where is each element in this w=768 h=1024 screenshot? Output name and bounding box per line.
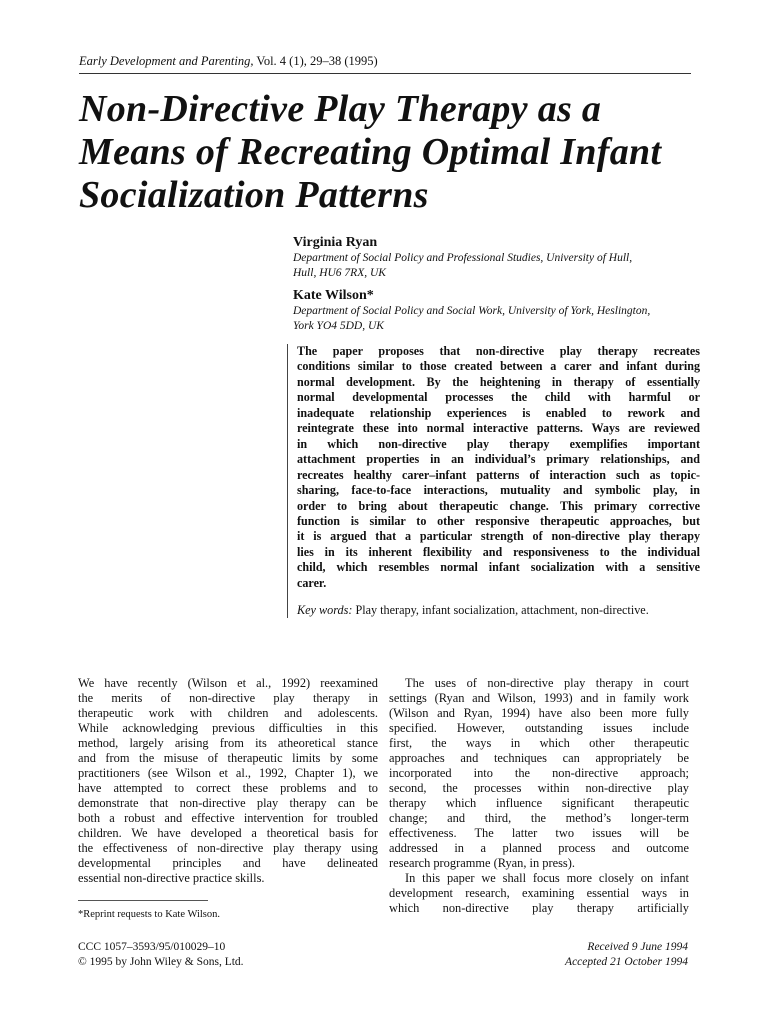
title-line: Socialization Patterns [79, 174, 429, 216]
copyright-block [78, 940, 244, 970]
received-dates [565, 940, 688, 970]
footnote-divider [78, 900, 208, 901]
body-line: specified. However, outstanding issues include [389, 721, 689, 735]
abstract-line: normal developmental processes the child with harmful or [297, 390, 700, 405]
body-line: essential non-directive practice skills. [78, 871, 265, 885]
abstract-line: it is argued that a particular strength of non-directive play therapy [297, 529, 700, 544]
accepted-date: Accepted 21 October 1994 [565, 956, 688, 968]
body-line: developmental principles and have delineated [78, 856, 378, 870]
journal-citation [79, 53, 691, 74]
author-block [293, 234, 698, 334]
body-line: The uses of non-directive play therapy in court [405, 676, 689, 690]
body-line: therapeutic work with children and adolescents. [78, 706, 378, 720]
abstract-line: function is similar to other responsive therapeutic approaches, but [297, 513, 700, 528]
body-line: (Wilson and Ryan, 1994) have also been more fully [389, 706, 689, 720]
body-line: effectiveness. The latter two issues will be [389, 826, 689, 840]
abstract-line: order to bring about therapeutic change. This primary corrective [297, 498, 700, 513]
author-affiliation [293, 304, 698, 334]
body-line: which non-directive play therapy artificially [389, 901, 689, 915]
body-line: addressed in a planned process and outcome [389, 841, 689, 855]
abstract-line: The paper proposes that non-directive play therapy recreates [297, 344, 700, 358]
author-affiliation [293, 251, 698, 281]
abstract-line: recreates healthy carer–infant patterns of interaction such as topic- [297, 467, 700, 482]
body-line: therapy which influence significant therapeutic [389, 796, 689, 810]
abstract-line: normal development. By the heightening in therapy of essentially [297, 374, 700, 389]
abstract [297, 344, 700, 591]
author-name: Kate Wilson* [293, 288, 374, 303]
title-line: Non-Directive Play Therapy as a [79, 88, 602, 130]
body-line: incorporated into the non-directive approach; [389, 766, 689, 780]
abstract-line: lies in its inherent flexibility and responsiveness to the individual [297, 544, 700, 559]
body-line: the merits of non-directive play therapy in [78, 691, 378, 705]
keywords-text: Play therapy, infant socialization, attachment, non-directive. [352, 603, 649, 618]
body-line: the effectiveness of non-directive play therapy using [78, 841, 378, 855]
received-date: Received 9 June 1994 [587, 941, 688, 953]
body-line: method, largely arising from its atheoretical stance [78, 736, 378, 750]
affiliation-line: York YO4 5DD, UK [293, 320, 384, 332]
title-line: Means of Recreating Optimal Infant [79, 131, 662, 173]
body-line: have attempted to correct these problems and to [78, 781, 378, 795]
body-line: demonstrate that non-directive play therapy can be [78, 796, 378, 810]
body-line: While acknowledging previous difficulties in this [78, 721, 378, 735]
keywords-label: Key words: [297, 603, 353, 618]
body-line: and from the misuse of therapeutic limits by some [78, 751, 378, 765]
volume-pages: Vol. 4 (1), 29–38 (1995) [253, 54, 378, 68]
footnote: *Reprint requests to Kate Wilson. [78, 909, 220, 920]
journal-name: Early Development and Parenting, [79, 54, 254, 68]
abstract-line: conditions similar to those created between a carer and infant during [297, 359, 700, 374]
body-line: settings (Ryan and Wilson, 1993) and in family work [389, 691, 689, 705]
body-column-left [78, 676, 378, 886]
abstract-line: sharing, face-to-face interactions, mutuality and symbolic play, in [297, 483, 700, 498]
abstract-line: reintegrate these into normal interactive patterns. Ways are reviewed [297, 421, 700, 436]
abstract-line: in which non-directive play therapy exemplifies important [297, 436, 700, 451]
article-title [79, 88, 719, 217]
keywords [297, 603, 700, 618]
body-line: children. We have developed a theoretical basis for [78, 826, 378, 840]
abstract-line: attachment properties in an individual’s primary relationships, and [297, 452, 700, 467]
body-line: practitioners (see Wilson et al., 1992, Chapter 1), we [78, 766, 378, 780]
abstract-line: child, which resembles normal infant socialization with a sensitive [297, 560, 700, 575]
author-name: Virginia Ryan [293, 235, 378, 250]
body-line: research programme (Ryan, in press). [389, 856, 575, 870]
body-line: We have recently (Wilson et al., 1992) reexamined [78, 676, 378, 690]
abstract-line: inadequate relationship experiences is enabled to rework and [297, 405, 700, 420]
body-line: approaches and techniques can appropriately be [389, 751, 689, 765]
abstract-line: carer. [297, 575, 327, 590]
body-line: second, the processes within non-directive play [389, 781, 689, 795]
affiliation-line: Department of Social Policy and Professional Studies, University of Hull, [293, 252, 633, 264]
body-line: change; and third, the method’s longer-term [389, 811, 689, 825]
body-column-right [389, 676, 689, 916]
body-line: development research, examining essential ways in [389, 886, 689, 900]
body-line: first, the ways in which other therapeutic [389, 736, 689, 750]
body-line: In this paper we shall focus more closely on infant [405, 871, 689, 885]
copyright-notice: © 1995 by John Wiley & Sons, Ltd. [78, 956, 244, 968]
affiliation-line: Hull, HU6 7RX, UK [293, 267, 386, 279]
affiliation-line: Department of Social Policy and Social Work, University of York, Heslington, [293, 305, 651, 317]
body-line: both a robust and effective intervention for troubled [78, 811, 378, 825]
ccc-code: CCC 1057–3593/95/010029–10 [78, 941, 226, 953]
abstract-block [287, 344, 700, 618]
